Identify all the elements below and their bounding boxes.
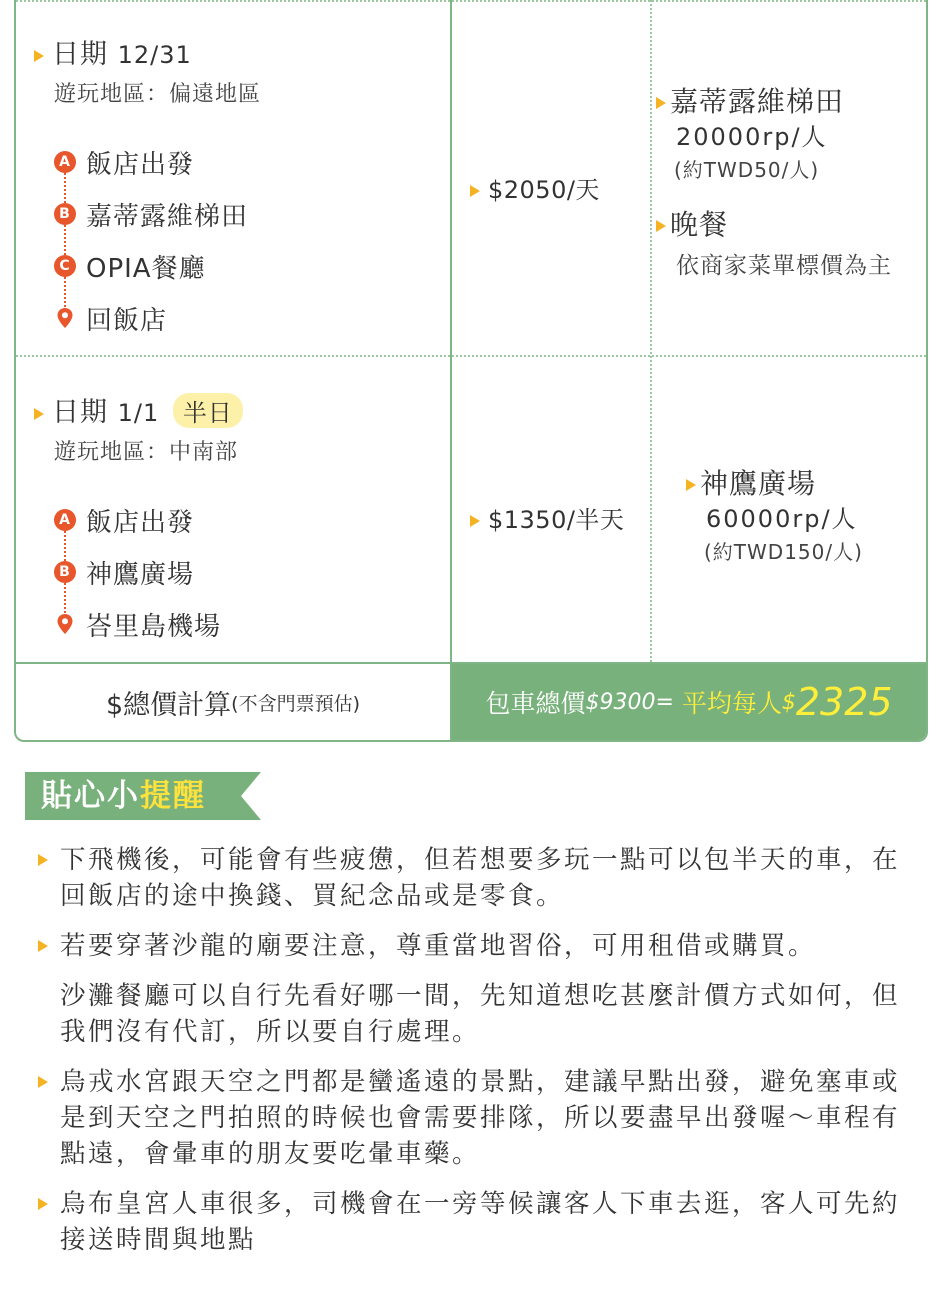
row-divider-right xyxy=(452,355,928,357)
day-1-schedule xyxy=(34,32,444,344)
triangle-icon xyxy=(656,220,666,232)
triangle-icon xyxy=(470,185,480,197)
marker-a-icon: A xyxy=(54,151,76,173)
marker-b-icon: B xyxy=(54,203,76,225)
route-stop: B 神鷹廣場 xyxy=(54,546,444,598)
tips-header xyxy=(25,772,261,820)
average-price: 2325 xyxy=(795,680,893,724)
itinerary-table xyxy=(14,0,928,742)
route-stop: 峇里島機場 xyxy=(54,598,444,650)
triangle-icon xyxy=(470,515,480,527)
day-1-route xyxy=(54,136,444,344)
top-divider xyxy=(16,0,926,2)
note-title: 嘉蒂露維梯田 xyxy=(656,80,928,120)
triangle-icon xyxy=(34,50,44,62)
marker-a-icon: A xyxy=(54,509,76,531)
tip-item: 沙灘餐廳可以自行先看好哪一間，先知道想吃甚麼計價方式如何，但我們沒有代訂，所以要自行處理。 xyxy=(60,981,901,1047)
location-pin-icon xyxy=(54,613,76,635)
note-title: 晚餐 xyxy=(656,203,928,243)
note-title: 神鷹廣場 xyxy=(686,462,926,502)
day-2-date: 日期 1/1 半日 xyxy=(34,390,444,429)
day-1-area: 遊玩地區：偏遠地區 xyxy=(54,82,262,107)
tip-item: 烏布皇宮人車很多，司機會在一旁等候讓客人下車去逛，客人可先約接送時間與地點 xyxy=(38,1186,918,1258)
day-2-schedule xyxy=(34,390,444,650)
half-day-badge: 半日 xyxy=(173,393,243,428)
location-pin-icon xyxy=(54,307,76,329)
tips-list xyxy=(38,842,918,1272)
tip-item: 若要穿著沙龍的廟要注意，尊重當地習俗，可用租借或購買。 xyxy=(38,928,918,964)
day-2-price: $1350/半天 xyxy=(470,500,624,535)
day-2-route xyxy=(54,494,444,650)
route-stop: A 飯店出發 xyxy=(54,136,444,188)
marker-b-icon: B xyxy=(54,561,76,583)
day-2-notes xyxy=(686,462,926,565)
marker-c-icon: C xyxy=(54,255,76,277)
total-label: $總價計算 (不含門票預估) xyxy=(105,689,360,721)
row-divider-left xyxy=(16,355,450,357)
column-divider xyxy=(450,0,452,742)
note-fee-twd: (約TWD50/人) xyxy=(674,158,820,182)
note-text: 依商家菜單標價為主 xyxy=(676,253,892,279)
day-1-notes xyxy=(656,80,928,280)
tips-title: 貼心小提醒 xyxy=(41,778,206,814)
note-fee: 20000rp/人 xyxy=(676,123,828,151)
triangle-icon xyxy=(656,97,666,109)
route-stop: B 嘉蒂露維梯田 xyxy=(54,188,444,240)
triangle-icon xyxy=(34,408,44,420)
note-fee: 60000rp/人 xyxy=(706,505,858,533)
day-2-area: 遊玩地區：中南部 xyxy=(54,440,239,465)
day-1-date: 日期 12/31 xyxy=(34,32,444,71)
route-stop: C OPIA餐廳 xyxy=(54,240,444,292)
triangle-icon xyxy=(38,854,48,866)
tip-item: 下飛機後，可能會有些疲憊，但若想要多玩一點可以包半天的車，在回飯店的途中換錢、買紀念品或是零食。 xyxy=(38,842,918,914)
triangle-icon xyxy=(686,479,696,491)
route-stop: 回飯店 xyxy=(54,292,444,344)
day-1-price: $2050/天 xyxy=(470,170,600,205)
note-fee-twd: (約TWD150/人) xyxy=(704,540,863,564)
column-divider-dotted xyxy=(650,0,652,662)
total-price-bar: 包車總價 $9300= 平均每人 $ 2325 xyxy=(452,664,926,740)
triangle-icon xyxy=(38,1198,48,1210)
triangle-icon xyxy=(38,940,48,952)
route-stop: A 飯店出發 xyxy=(54,494,444,546)
tip-item: 烏戎水宮跟天空之門都是蠻遙遠的景點，建議早點出發，避免塞車或是到天空之門拍照的時候也會需要排隊，所以要盡早出發喔～車程有點遠，會暈車的朋友要吃暈車藥。 xyxy=(38,1064,918,1172)
triangle-icon xyxy=(38,1076,48,1088)
